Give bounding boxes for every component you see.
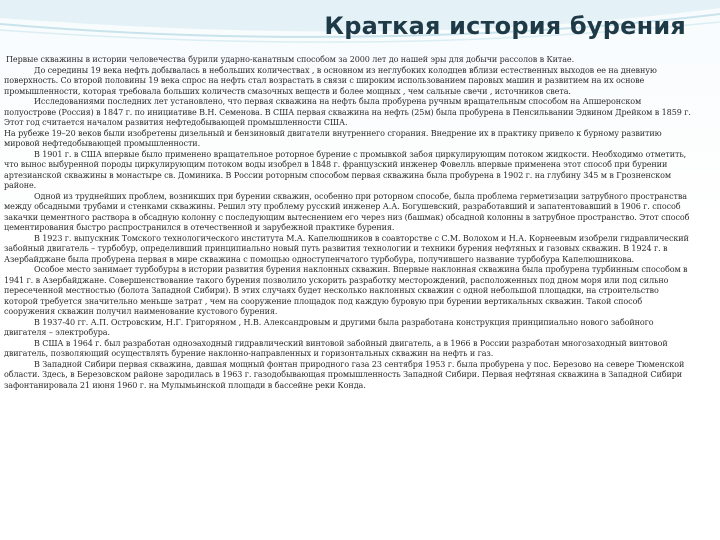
paragraph: Особое место занимает турбобуры в истории развития бурения наклонных скважин. Впервые наклонная скважина была пробурена турбинным способом в 1941 г. в Азербайджане. Совершенствование такого бурения позволило ускорить разработку месторождений, расположенных под дном моря или под сильно пересеченной местностью (болота Западной Сибири). В этих случаях будет несколько наклонных скважин с одной небольшой площадки, на строительство которой требуется значительно меньше затрат , чем на сооружение площадок под каждую буровую при бурении вертикальных скважин. Такой способ сооружения скважин получил наименование кустового бурения. (4, 265, 688, 316)
paragraph: Исследованиями последних лет установлено, что первая скважина на нефть была пробурена ручным вращательным способом на Апшеронском полуострове (Россия) в 1847 г. по инициативе В.Н. Семенова. В США первая скважина на нефть (25м) была пробурена в Пенсильвании Эдвином Дрейком в 1859 г. Этот год считается началом развития нефтедобывающей промышленности США. (4, 97, 691, 127)
paragraph: Первые скважины в истории человечества бурили ударно-канатным способом за 2000 лет до нашей эры для добычи рассолов в Китае. (6, 55, 575, 64)
body-text (4, 55, 694, 391)
paragraph: В Западной Сибири первая скважина, давшая мощный фонтан природного газа 23 сентября 1953 г. была пробурена у пос. Березово на севере Тюменской области. Здесь, в Березовском районе зародилась в 1963 г. газодобывающая промышленность Западной Сибири. Первая нефтяная скважина в Западной Сибири зафонтанировала 21 июня 1960 г. на Мулымьинской площади в бассейне реки Конда. (4, 359, 685, 390)
paragraph: В 1923 г. выпускник Томского технологического института М.А. Капелюшников в соавторстве с С.М. Волохом и Н.А. Корнеевым изобрели гидравлический забойный двигатель – турбобур, определивший принципиально новый путь развития технологии и техники бурения нефтяных и газовых скважин. В 1924 г. в Азербайджане была пробурена первая в мире скважина с помощью одноступенчатого турбобура, получившего название турбобура Капелюшникова. (4, 233, 689, 264)
paragraph: В США в 1964 г. был разработан одноэаходный гидравлический винтовой забойный двигатель, а в 1966 в России разработан многозаходный винтовой двигатель, позволяющий осуществлять бурение наклонно-направленных и горизонтальных скважин на нефть и газ. (4, 338, 668, 358)
page-title: Краткая история бурения (324, 12, 686, 40)
paragraph: В 1901 г. в США впервые было применено вращательное роторное бурение с промывкой забоя циркулирующим потоком жидкости. Необходимо отметить, что вынос выбуренной породы циркулирующим потоком воды изобрел в 1848 г. французский инженер Фовелль впервые применена этот способ при бурении артезианской скважины в монастыре св. Доминика. В России роторным способом первая скважина была пробурена в 1902 г. на глубину 345 м в Грозненском районе. (4, 149, 687, 190)
paragraph: До середины 19 века нефть добывалась в небольших количествах , в основном из неглубоких колодцев вблизи естественных выходов ее на дневную поверхность. Со второй половины 19 века спрос на нефть стал возрастать в связи с широким использованием паровых машин и развитием на их основе промышленности, которая требовала больших количеств смазочных веществ и более мощных , чем сальные свечи , источников света. (4, 65, 657, 96)
paragraph: Одной из труднейших проблем, возникших при бурении скважин, особенно при роторном способе, была проблема герметизации затрубного пространства между обсадными трубами и стенками скважины. Решил эту проблему русский инженер А.А. Богушевский, разработавший и запатентовавший в 1906 г. способ закачки цементного раствора в обсадную колонну с последующим вытеснением его через низ (башмак) обсадной колонны в затрубное пространство. Этот способ цементирования быстро распространился в отечественной и зарубежной практике бурения. (4, 191, 690, 232)
paragraph: В 1937-40 гг. А.П. Островским, Н.Г. Григоряном , Н.В. Александровым и другими была разработана конструкция принципиально нового забойного двигателя – электробура. (4, 317, 654, 337)
paragraph: На рубеже 19–20 веков были изобретены дизельный и бензиновый двигатели внутреннего сгорания. Внедрение их в практику привело к бурному развитию мировой нефтедобывающей промышленности. (4, 128, 662, 148)
